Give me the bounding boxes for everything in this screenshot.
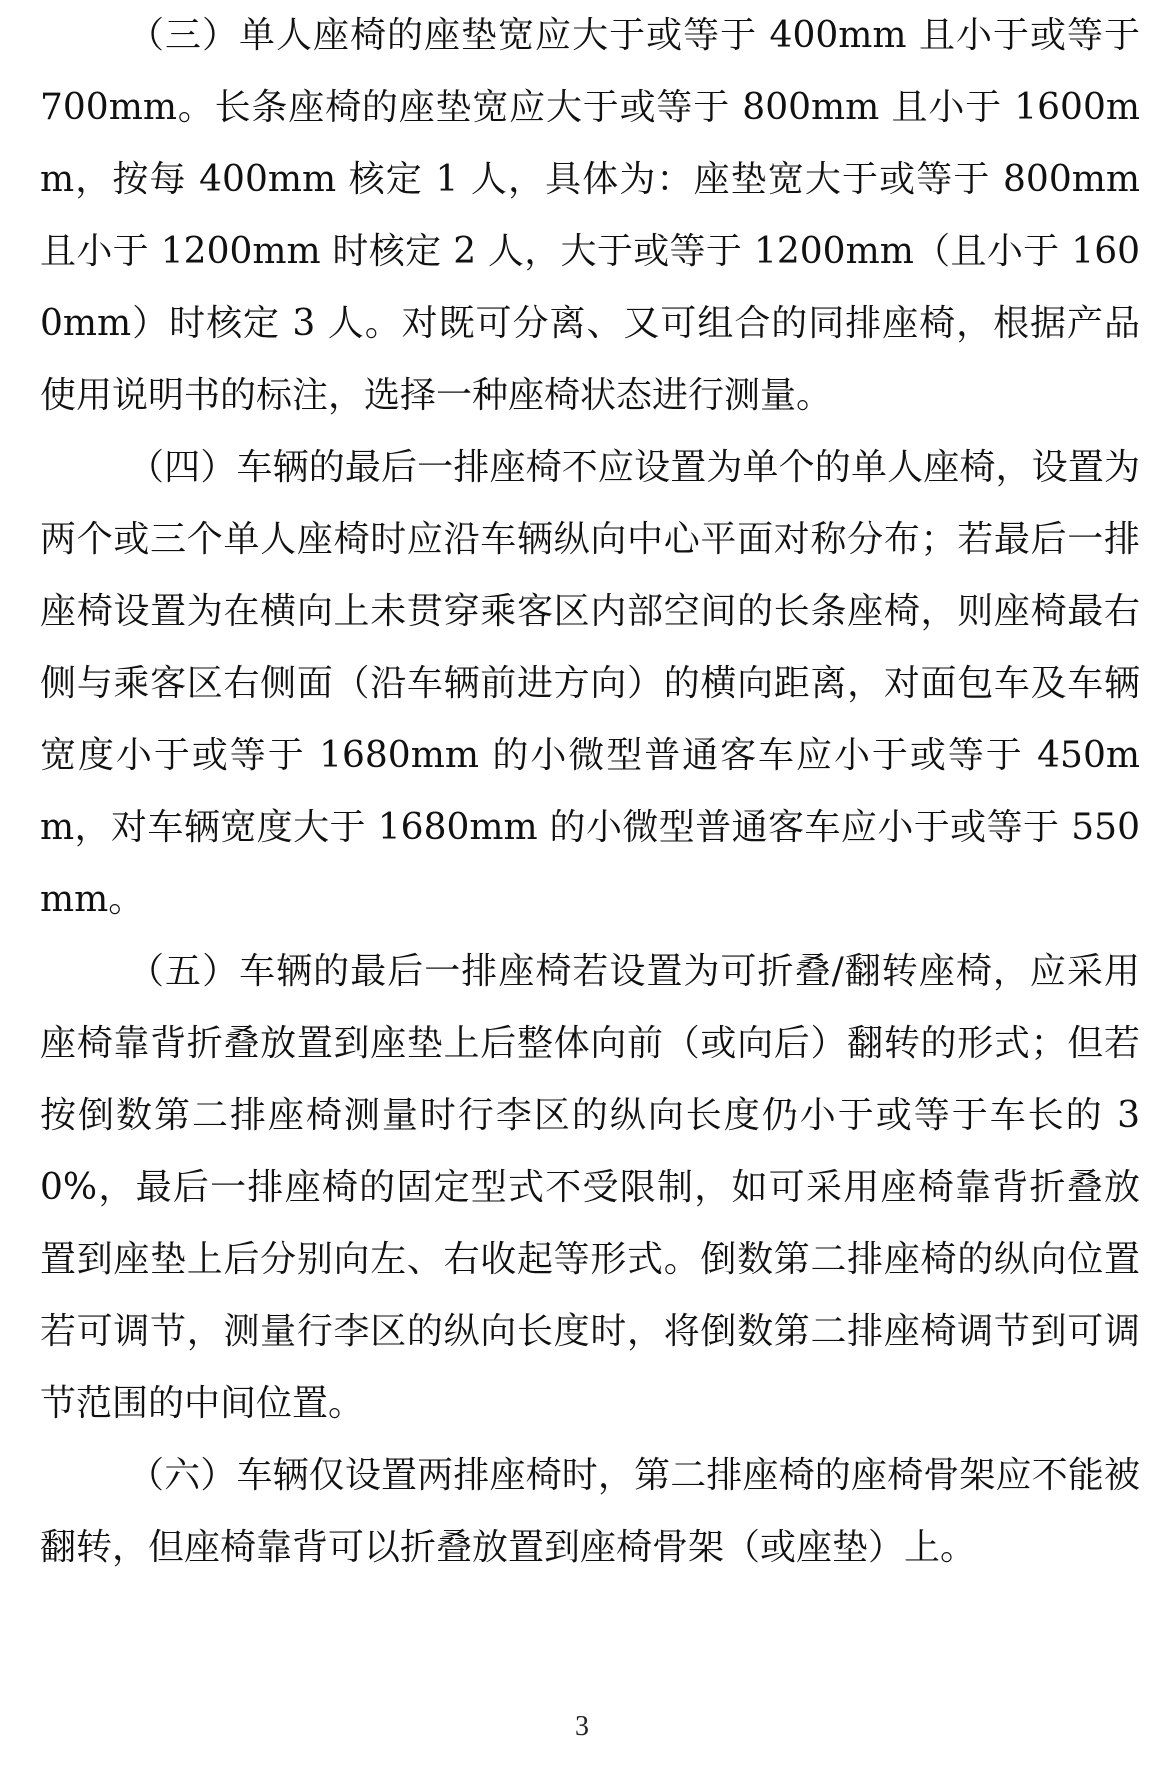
document-body (40, 0, 1140, 1584)
paragraph-6: （六）车辆仅设置两排座椅时，第二排座椅的座椅骨架应不能被翻转，但座椅靠背可以折叠放置到座椅骨架（或座垫）上。 (40, 1455, 1140, 1568)
page-number: 3 (575, 1711, 589, 1742)
paragraph-4: （四）车辆的最后一排座椅不应设置为单个的单人座椅，设置为两个或三个单人座椅时应沿车辆纵向中心平面对称分布；若最后一排座椅设置为在横向上未贯穿乘客区内部空间的长条座椅，则座椅最右侧与乘客区右侧面（沿车辆前进方向）的横向距离，对面包车及车辆宽度小于或等于 1680mm 的小微型普通客车应小于或等于 450mm，对车辆宽度大于 1680mm 的小微型普通客车应小于或等于 550mm。 (40, 447, 1140, 920)
paragraph-5: （五）车辆的最后一排座椅若设置为可折叠/翻转座椅，应采用座椅靠背折叠放置到座垫上后整体向前（或向后）翻转的形式；但若按倒数第二排座椅测量时行李区的纵向长度仍小于或等于车长的 30%，最后一排座椅的固定型式不受限制，如可采用座椅靠背折叠放置到座垫上后分别向左、右收起等形式。倒数第二排座椅的纵向位置若可调节，测量行李区的纵向长度时，将倒数第二排座椅调节到可调节范围的中间位置。 (40, 951, 1140, 1424)
paragraph-3: （三）单人座椅的座垫宽应大于或等于 400mm 且小于或等于 700mm。长条座椅的座垫宽应大于或等于 800mm 且小于 1600mm，按每 400mm 核定 1 人，具体为：座垫宽大于或等于 800mm 且小于 1200mm 时核定 2 人，大于或等于 1200mm（且小于 1600mm）时核定 3 人。对既可分离、又可组合的同排座椅，根据产品使用说明书的标注，选择一种座椅状态进行测量。 (40, 15, 1140, 416)
